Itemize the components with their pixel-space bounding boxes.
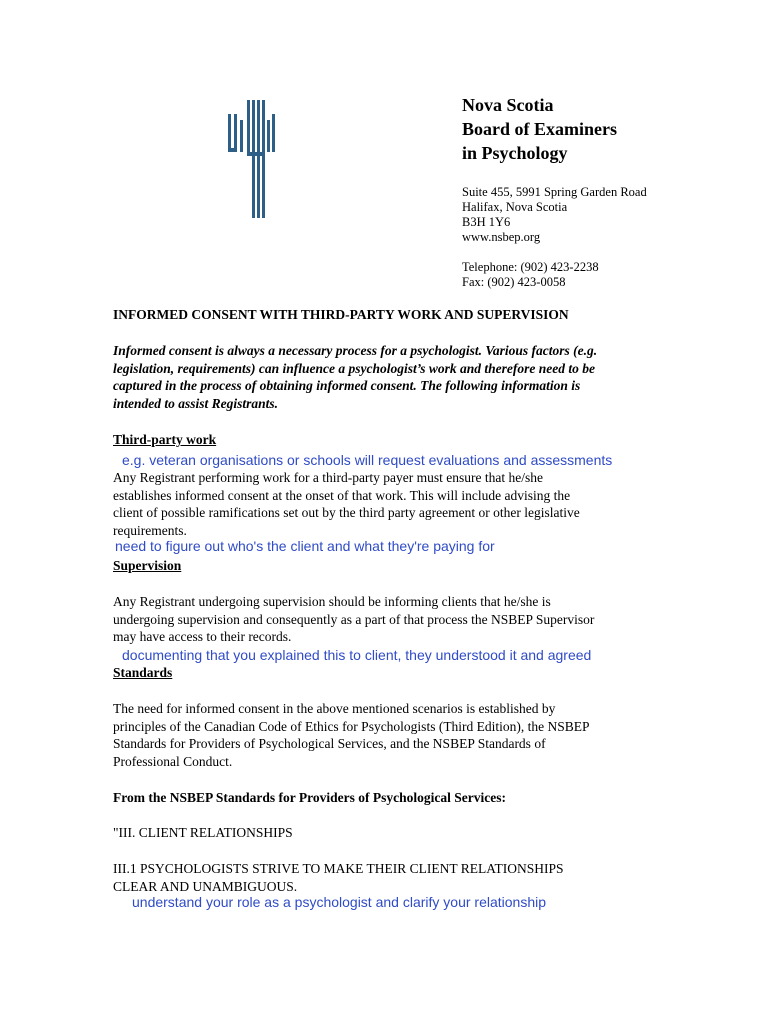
intro-line: intended to assist Registrants. xyxy=(113,395,279,411)
address-line: Halifax, Nova Scotia xyxy=(462,200,568,214)
org-address xyxy=(462,185,647,245)
annotation-note: documenting that you explained this to client, they understood it and agreed xyxy=(122,647,592,663)
fax: Fax: (902) 423-0058 xyxy=(462,275,566,289)
intro-paragraph xyxy=(113,342,597,412)
org-name-line: Board of Examiners xyxy=(462,119,617,139)
annotation-note: e.g. veteran organisations or schools will request evaluations and assessments xyxy=(122,452,613,468)
body-line: III.1 PSYCHOLOGISTS STRIVE TO MAKE THEIR CLIENT RELATIONSHIPS xyxy=(113,861,564,876)
body-line: CLEAR AND UNAMBIGUOUS. xyxy=(113,878,298,894)
body-line: principles of the Canadian Code of Ethics for Psychologists (Third Edition), the NSBEP xyxy=(113,718,590,734)
annotation-note: need to figure out who's the client and what they're paying for xyxy=(115,538,495,554)
address-line: B3H 1Y6 xyxy=(462,215,511,229)
client-relationships-heading: "III. CLIENT RELATIONSHIPS xyxy=(113,825,293,840)
body-line: client of possible ramifications set out by the third party agreement or other legislative xyxy=(113,505,580,520)
body-line: The need for informed consent in the above mentioned scenarios is established by xyxy=(113,701,556,716)
standards-heading: Standards xyxy=(113,665,173,680)
body-line: Professional Conduct. xyxy=(113,753,233,769)
org-contact xyxy=(462,260,599,290)
body-line: Any Registrant undergoing supervision should be informing clients that he/she is xyxy=(113,594,551,609)
intro-line: legislation, requirements) can influence a psychologist’s work and therefore need to be xyxy=(113,360,595,376)
supervision-paragraph xyxy=(113,593,594,646)
document-title: INFORMED CONSENT WITH THIRD-PARTY WORK AND SUPERVISION xyxy=(113,307,569,322)
annotation-note: understand your role as a psychologist and clarify your relationship xyxy=(132,894,547,910)
org-name xyxy=(462,93,617,165)
body-line: establishes informed consent at the onset of that work. This will include advising the xyxy=(113,487,571,503)
supervision-heading: Supervision xyxy=(113,558,182,573)
body-line: may have access to their records. xyxy=(113,629,292,644)
telephone: Telephone: (902) 423-2238 xyxy=(462,260,599,274)
standards-source-heading: From the NSBEP Standards for Providers of Psychological Services: xyxy=(113,790,506,805)
standards-paragraph xyxy=(113,700,590,770)
body-line: Standards for Providers of Psychological Services, and the NSBEP Standards of xyxy=(113,736,546,751)
body-line: Any Registrant performing work for a third-party payer must ensure that he/she xyxy=(113,470,544,485)
org-name-line: Nova Scotia xyxy=(462,95,554,115)
body-line: undergoing supervision and consequently as a part of that process the NSBEP Supervisor xyxy=(113,611,595,627)
section-iii1 xyxy=(113,860,564,895)
third-party-heading: Third-party work xyxy=(113,432,217,447)
third-party-paragraph xyxy=(113,469,580,539)
nsbep-logo xyxy=(222,100,278,218)
address-line: Suite 455, 5991 Spring Garden Road xyxy=(462,185,647,199)
body-line: requirements. xyxy=(113,522,187,538)
intro-line: Informed consent is always a necessary process for a psychologist. Various factors (e.g. xyxy=(113,343,598,358)
website-link[interactable]: www.nsbep.org xyxy=(462,230,541,244)
org-name-line: in Psychology xyxy=(462,143,568,163)
intro-line: captured in the process of obtaining informed consent. The following information is xyxy=(113,378,581,393)
